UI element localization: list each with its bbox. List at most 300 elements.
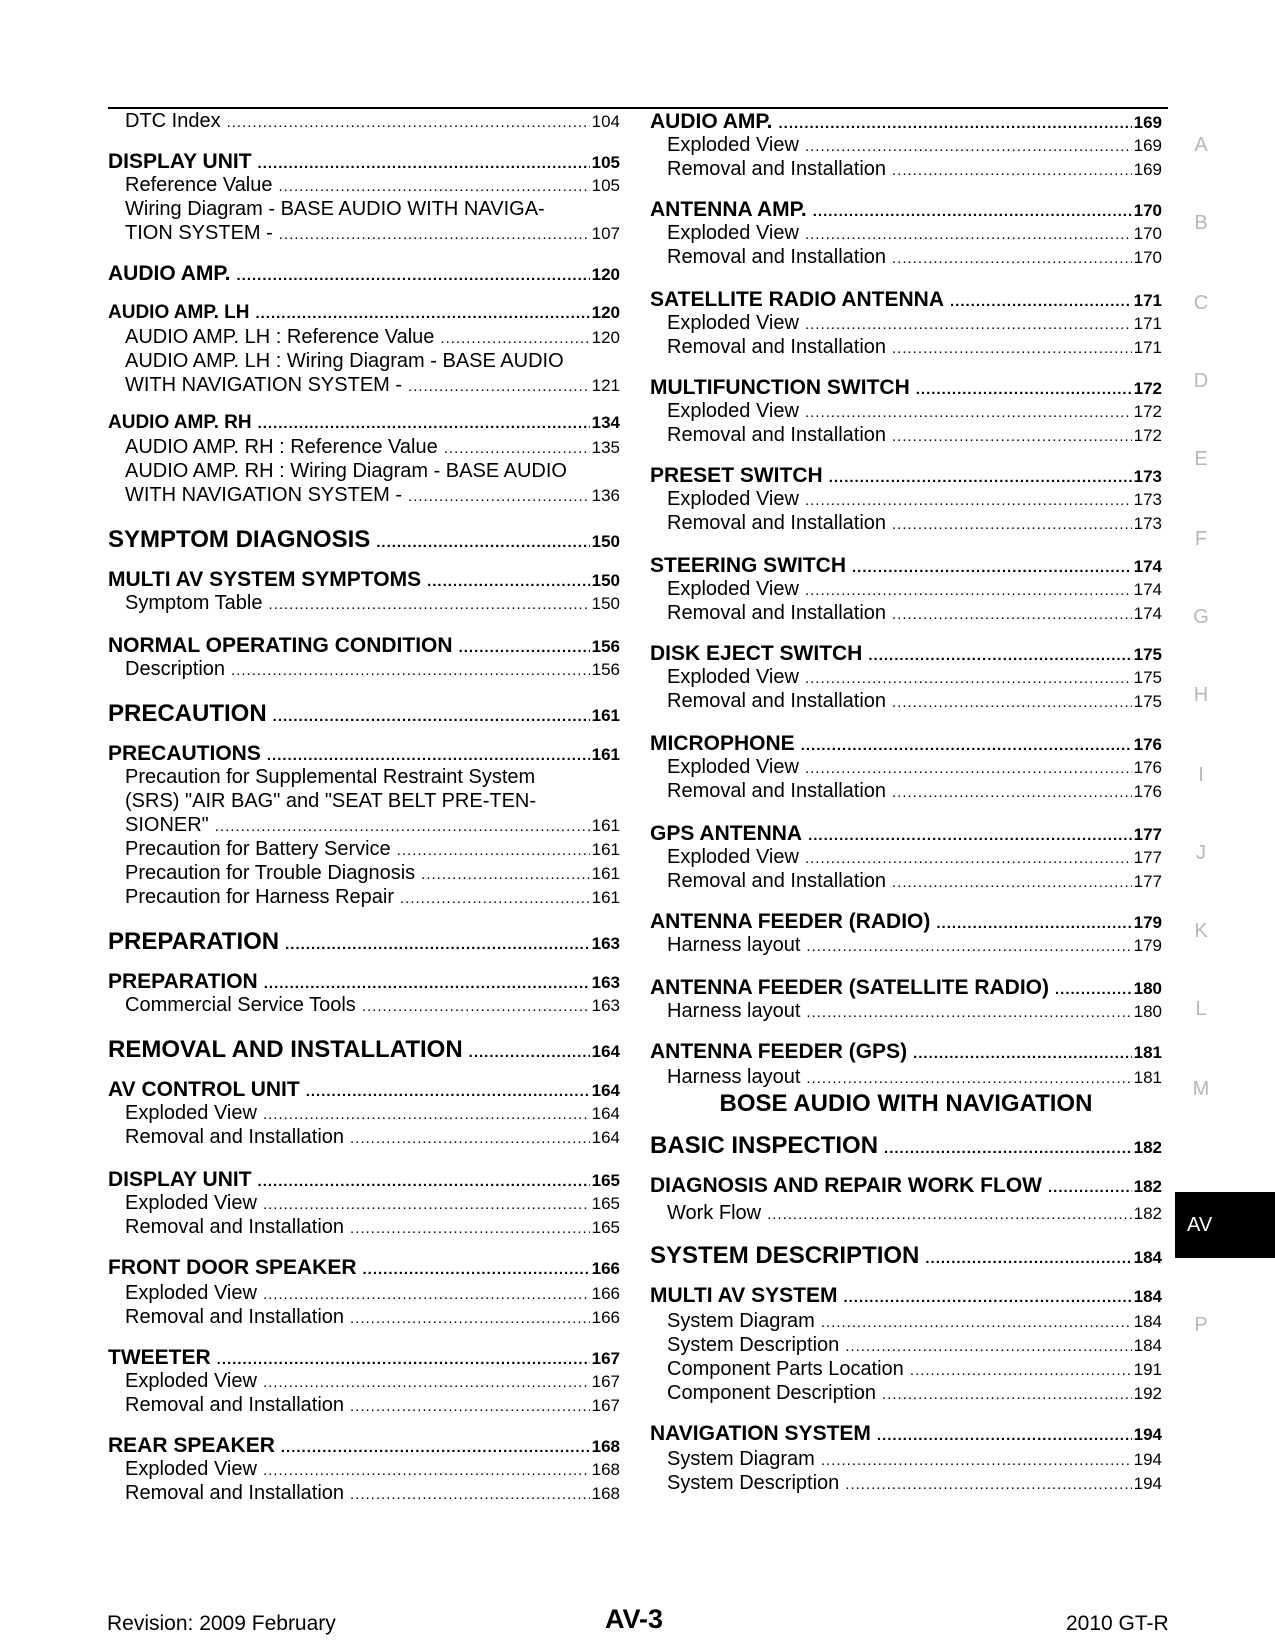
dot-leader [910, 1362, 1132, 1379]
toc-entry-page: 169 [1133, 160, 1162, 179]
toc-entry[interactable] [650, 1358, 1162, 1381]
dot-leader [400, 890, 590, 907]
toc-entry-title: Precaution for Trouble Diagnosis [125, 862, 416, 884]
dot-leader [805, 850, 1132, 867]
dot-leader [936, 915, 1131, 932]
dot-leader [805, 316, 1132, 333]
toc-entry[interactable] [650, 488, 1162, 511]
toc-entry[interactable] [650, 910, 1162, 934]
toc-entry-title: Harness layout [667, 1000, 801, 1022]
toc-entry-title: TION SYSTEM - [125, 222, 273, 244]
footer-revision: Revision: 2009 February [107, 1612, 336, 1635]
toc-entry[interactable] [108, 350, 620, 373]
toc-entry-page: 170 [1133, 248, 1162, 267]
toc-entry-page: 174 [1133, 557, 1162, 576]
toc-entry[interactable] [108, 412, 620, 434]
toc-entry-title: Removal and Installation [667, 246, 887, 268]
toc-entry-page: 184 [1133, 1248, 1162, 1267]
toc-entry-page: 156 [591, 660, 620, 679]
toc-entry-page: 161 [591, 864, 620, 883]
toc-entry-title: Removal and Installation [667, 602, 887, 624]
toc-entry-page: 172 [1133, 402, 1162, 421]
toc-entry-title: FRONT DOOR SPEAKER [108, 1256, 357, 1279]
toc-entry-page: 171 [1133, 314, 1162, 333]
toc-entry[interactable] [650, 780, 1162, 803]
toc-entry[interactable] [108, 658, 620, 681]
section-tab-e[interactable]: E [1194, 448, 1208, 470]
toc-entry-page: 168 [591, 1460, 620, 1479]
toc-entry-title: Precaution for Supplemental Restraint System [125, 766, 536, 788]
toc-entry-title: Removal and Installation [667, 690, 887, 712]
toc-entry[interactable] [650, 1174, 1162, 1198]
toc-entry[interactable] [650, 246, 1162, 269]
toc-entry[interactable] [108, 970, 620, 994]
dot-leader [813, 203, 1132, 220]
section-tab-m[interactable]: M [1192, 1078, 1210, 1100]
dot-leader [362, 998, 590, 1015]
dot-leader [279, 178, 590, 195]
toc-entry-title: Harness layout [667, 1066, 801, 1088]
dot-leader [258, 415, 590, 432]
toc-entry[interactable] [108, 484, 620, 507]
toc-entry[interactable] [650, 312, 1162, 335]
toc-entry-page: 172 [1133, 426, 1162, 445]
footer-page-id: AV-3 [605, 1604, 664, 1634]
section-tab-c[interactable]: C [1193, 292, 1209, 314]
toc-entry-title: Work Flow [667, 1202, 762, 1224]
toc-entry-title: Removal and Installation [125, 1394, 345, 1416]
toc-entry-page: 166 [591, 1259, 620, 1278]
toc-entry-page: 164 [591, 1104, 620, 1123]
toc-entry[interactable] [108, 222, 620, 245]
toc-entry-page: 182 [1133, 1138, 1162, 1157]
toc-entry-title: SATELLITE RADIO ANTENNA [650, 288, 944, 311]
toc-entry[interactable] [650, 554, 1162, 578]
dot-leader [805, 582, 1132, 599]
toc-entry-page: 174 [1133, 580, 1162, 599]
toc-entry-title: Removal and Installation [125, 1126, 345, 1148]
dot-leader [925, 1250, 1131, 1267]
dot-leader [892, 516, 1132, 533]
toc-entry-title: MICROPHONE [650, 732, 795, 755]
section-tab-d[interactable]: D [1193, 370, 1209, 392]
toc-entry-title: AUDIO AMP. [108, 262, 231, 285]
toc-entry-title: PRESET SWITCH [650, 464, 823, 487]
toc-entry-title: Component Parts Location [667, 1358, 904, 1380]
toc-entry[interactable] [108, 1216, 620, 1239]
dot-leader [806, 1004, 1131, 1021]
dot-leader [227, 114, 590, 131]
toc-entry[interactable] [108, 862, 620, 885]
toc-entry-title: PRECAUTIONS [108, 742, 261, 765]
dot-leader [805, 138, 1132, 155]
toc-entry[interactable] [108, 436, 620, 459]
section-tab-active[interactable]: AV [1175, 1192, 1275, 1258]
toc-entry[interactable] [108, 886, 620, 909]
toc-entry-title: Exploded View [125, 1282, 257, 1304]
toc-entry[interactable] [650, 400, 1162, 423]
toc-entry-page: 184 [1133, 1336, 1162, 1355]
toc-entry-page: 136 [591, 486, 620, 505]
toc-entry-title: SYSTEM DESCRIPTION [650, 1242, 920, 1269]
toc-entry[interactable] [650, 976, 1162, 1000]
dot-leader [237, 267, 590, 284]
dot-leader [916, 381, 1132, 398]
toc-entry-page: 161 [591, 840, 620, 859]
toc-entry[interactable] [108, 790, 620, 813]
section-tab-f[interactable]: F [1194, 528, 1208, 550]
toc-entry-title: Exploded View [667, 222, 799, 244]
toc-entry[interactable] [650, 1422, 1162, 1446]
toc-entry[interactable] [108, 110, 620, 133]
dot-leader [376, 534, 589, 551]
toc-entry[interactable] [650, 1040, 1162, 1064]
toc-entry[interactable] [650, 464, 1162, 488]
dot-leader [350, 1398, 590, 1415]
toc-entry[interactable] [650, 1000, 1162, 1023]
toc-entry[interactable] [650, 602, 1162, 625]
dot-leader [350, 1130, 590, 1147]
dot-leader [805, 492, 1132, 509]
toc-entry-title: System Diagram [667, 1310, 815, 1332]
toc-entry[interactable] [108, 1282, 620, 1305]
toc-entry-title: Precaution for Harness Repair [125, 886, 395, 908]
dot-leader [263, 1374, 590, 1391]
toc-entry[interactable] [650, 822, 1162, 846]
toc-entry-page: 161 [591, 888, 620, 907]
toc-entry-title: Description [125, 658, 226, 680]
toc-entry-title: Wiring Diagram - BASE AUDIO WITH NAVIGA- [125, 198, 545, 220]
toc-entry[interactable] [650, 1202, 1162, 1225]
toc-entry-page: 177 [1133, 872, 1162, 891]
dot-leader [459, 639, 590, 656]
dot-leader [806, 938, 1131, 955]
toc-entry-title: ANTENNA FEEDER (GPS) [650, 1040, 908, 1063]
toc-entry[interactable] [650, 1310, 1162, 1333]
toc-entry[interactable] [108, 1394, 620, 1417]
toc-entry-title: REAR SPEAKER [108, 1434, 275, 1457]
toc-entry[interactable] [650, 846, 1162, 869]
toc-entry[interactable] [108, 460, 620, 483]
toc-entry-title: Removal and Installation [667, 512, 887, 534]
toc-entry[interactable] [108, 262, 620, 286]
toc-entry[interactable] [108, 1192, 620, 1215]
toc-entry-title: ANTENNA AMP. [650, 198, 807, 221]
toc-entry[interactable] [108, 1482, 620, 1505]
toc-entry[interactable] [650, 134, 1162, 157]
toc-entry[interactable] [650, 198, 1162, 222]
dot-leader [821, 1314, 1132, 1331]
dot-leader [440, 330, 589, 347]
toc-entry-title: STEERING SWITCH [650, 554, 847, 577]
toc-entry-page: 164 [591, 1081, 620, 1100]
section-tab-i[interactable]: I [1198, 764, 1204, 786]
toc-entry[interactable] [108, 766, 620, 789]
toc-entry-page: 164 [591, 1042, 620, 1061]
toc-entry[interactable] [650, 732, 1162, 756]
toc-entry[interactable] [108, 1078, 620, 1102]
toc-entry[interactable] [650, 376, 1162, 400]
toc-entry[interactable] [108, 1126, 620, 1149]
toc-entry-title: BASIC INSPECTION [650, 1132, 879, 1159]
toc-entry-page: 173 [1133, 490, 1162, 509]
toc-entry-title: Removal and Installation [125, 1482, 345, 1504]
toc-entry-title: Exploded View [125, 1192, 257, 1214]
section-tab-a[interactable]: A [1194, 134, 1208, 156]
dot-leader [215, 818, 590, 835]
dot-leader [281, 1439, 590, 1456]
toc-entry-title: Symptom Table [125, 592, 263, 614]
dot-leader [892, 784, 1132, 801]
toc-entry-title: NORMAL OPERATING CONDITION [108, 634, 453, 657]
dot-leader [892, 874, 1132, 891]
toc-entry-page: 194 [1133, 1450, 1162, 1469]
toc-entry-title: Removal and Installation [125, 1306, 345, 1328]
toc-entry-title: System Description [667, 1472, 840, 1494]
toc-entry-page: 150 [591, 571, 620, 590]
toc-entry-title: Exploded View [667, 846, 799, 868]
toc-entry-page: 161 [591, 745, 620, 764]
toc-entry[interactable] [650, 578, 1162, 601]
toc-entry-page: 150 [591, 532, 620, 551]
toc-entry-page: 167 [591, 1396, 620, 1415]
dot-leader [408, 378, 590, 395]
toc-entry-page: 182 [1133, 1177, 1162, 1196]
section-tab-p[interactable]: P [1194, 1314, 1208, 1336]
toc-entry[interactable] [108, 814, 620, 837]
toc-entry-title: Reference Value [125, 174, 273, 196]
toc-entry-title: Removal and Installation [667, 424, 887, 446]
toc-entry-page: 171 [1133, 338, 1162, 357]
toc-entry-title: Exploded View [667, 578, 799, 600]
toc-entry-title: NAVIGATION SYSTEM [650, 1422, 871, 1445]
dot-leader [263, 1106, 590, 1123]
toc-entry[interactable] [650, 512, 1162, 535]
toc-entry-page: 192 [1133, 1384, 1162, 1403]
toc-entry-page: 120 [591, 328, 620, 347]
toc-entry-page: 168 [591, 1437, 620, 1456]
toc-entry-page: 156 [591, 637, 620, 656]
toc-entry-page: 194 [1133, 1425, 1162, 1444]
toc-entry[interactable] [650, 424, 1162, 447]
toc-entry[interactable] [650, 1066, 1162, 1089]
toc-entry-page: 165 [591, 1171, 620, 1190]
dot-leader [469, 1044, 590, 1061]
toc-entry-page: 166 [591, 1308, 620, 1327]
section-title [650, 1090, 1162, 1118]
toc-entry-title: Removal and Installation [667, 870, 887, 892]
toc-entry[interactable] [108, 1102, 620, 1125]
dot-leader [805, 760, 1132, 777]
toc-entry-title: Harness layout [667, 934, 801, 956]
toc-entry[interactable] [108, 1168, 620, 1192]
toc-entry[interactable] [650, 1448, 1162, 1471]
toc-entry[interactable] [650, 1132, 1162, 1160]
toc-entry-title: AUDIO AMP. RH : Wiring Diagram - BASE AUDIO [125, 460, 567, 482]
toc-entry[interactable] [108, 302, 620, 324]
dot-leader [444, 440, 590, 457]
toc-entry[interactable] [108, 326, 620, 349]
toc-entry-title: DIAGNOSIS AND REPAIR WORK FLOW [650, 1174, 1042, 1197]
toc-entry[interactable] [108, 1306, 620, 1329]
toc-entry[interactable] [650, 1472, 1162, 1495]
toc-entry[interactable] [650, 1382, 1162, 1405]
toc-entry-title: AUDIO AMP. RH : Reference Value [125, 436, 438, 458]
dot-leader [255, 305, 589, 322]
toc-entry[interactable] [650, 1242, 1162, 1270]
section-tab-h[interactable]: H [1193, 684, 1209, 706]
toc-entry-page: 105 [591, 176, 620, 195]
dot-leader [263, 1286, 590, 1303]
toc-entry-title: Exploded View [125, 1102, 257, 1124]
toc-entry-page: 181 [1133, 1068, 1162, 1087]
toc-entry[interactable] [108, 1434, 620, 1458]
toc-entry-page: 173 [1133, 467, 1162, 486]
toc-entry-page: 176 [1133, 735, 1162, 754]
toc-entry[interactable] [650, 934, 1162, 957]
toc-entry[interactable] [108, 1256, 620, 1280]
dot-leader [892, 340, 1132, 357]
dot-leader [408, 488, 590, 505]
dot-leader [263, 1462, 590, 1479]
dot-leader [231, 662, 590, 679]
toc-entry-page: 174 [1133, 604, 1162, 623]
toc-entry[interactable] [108, 928, 620, 956]
toc-entry[interactable] [108, 198, 620, 221]
toc-entry[interactable] [650, 690, 1162, 713]
toc-entry[interactable] [650, 1334, 1162, 1357]
toc-entry-title: Removal and Installation [667, 780, 887, 802]
dot-leader [306, 1083, 590, 1100]
toc-entry-page: 167 [591, 1349, 620, 1368]
toc-entry-title: Exploded View [125, 1458, 257, 1480]
toc-entry[interactable] [108, 634, 620, 658]
toc-entry-title: MULTI AV SYSTEM [650, 1284, 838, 1307]
toc-entry-title: Exploded View [667, 756, 799, 778]
toc-entry-page: 182 [1133, 1204, 1162, 1223]
dot-leader [421, 866, 589, 883]
toc-entry-title: Commercial Service Tools [125, 994, 356, 1016]
toc-entry[interactable] [650, 1284, 1162, 1308]
dot-leader [892, 606, 1132, 623]
toc-entry[interactable] [650, 756, 1162, 779]
dot-leader [805, 670, 1132, 687]
toc-entry-page: 135 [591, 438, 620, 457]
toc-entry-page: 121 [591, 376, 620, 395]
toc-entry-page: 175 [1133, 645, 1162, 664]
toc-entry[interactable] [108, 700, 620, 728]
toc-entry-title: GPS ANTENNA [650, 822, 803, 845]
toc-entry-page: 184 [1133, 1287, 1162, 1306]
toc-entry-page: 180 [1133, 979, 1162, 998]
toc-entry[interactable] [650, 110, 1162, 134]
toc-entry[interactable] [108, 1036, 620, 1064]
toc-entry[interactable] [108, 568, 620, 592]
toc-entry-page: 168 [591, 1484, 620, 1503]
toc-entry[interactable] [650, 288, 1162, 312]
toc-entry-title: ANTENNA FEEDER (RADIO) [650, 910, 931, 933]
dot-leader [1055, 981, 1132, 998]
footer-model: 2010 GT-R [1066, 1612, 1169, 1635]
section-tab-l[interactable]: L [1195, 998, 1207, 1020]
toc-entry[interactable] [108, 592, 620, 615]
dot-leader [350, 1310, 590, 1327]
toc-entry[interactable] [650, 336, 1162, 359]
toc-entry-title: DISK EJECT SWITCH [650, 642, 863, 665]
dot-leader [273, 708, 590, 725]
toc-entry[interactable] [108, 374, 620, 397]
dot-leader [829, 469, 1132, 486]
dot-leader [258, 155, 590, 172]
toc-entry-title: Removal and Installation [667, 336, 887, 358]
toc-entry-page: 104 [591, 112, 620, 131]
toc-entry-page: 170 [1133, 224, 1162, 243]
dot-leader [892, 162, 1132, 179]
dot-leader [805, 226, 1132, 243]
toc-entry[interactable] [108, 1458, 620, 1481]
toc-entry[interactable] [108, 994, 620, 1017]
toc-entry-page: 120 [591, 303, 620, 322]
toc-entry-title: DISPLAY UNIT [108, 150, 252, 173]
toc-entry[interactable] [650, 222, 1162, 245]
toc-entry-page: 105 [591, 153, 620, 172]
dot-leader [285, 936, 590, 953]
toc-entry[interactable] [108, 838, 620, 861]
toc-entry[interactable] [650, 870, 1162, 893]
toc-entry-title: SYMPTOM DIAGNOSIS [108, 526, 371, 553]
toc-entry-title: MULTIFUNCTION SWITCH [650, 376, 910, 399]
toc-entry-page: 164 [591, 1128, 620, 1147]
section-tab-j[interactable]: J [1196, 842, 1206, 864]
dot-leader [279, 226, 590, 243]
section-tab-k[interactable]: K [1194, 920, 1208, 942]
dot-leader [884, 1140, 1132, 1157]
toc-entry-title: AUDIO AMP. LH [108, 302, 250, 323]
dot-leader [821, 1452, 1132, 1469]
toc-entry[interactable] [108, 174, 620, 197]
dot-leader [264, 975, 590, 992]
toc-entry-page: 163 [591, 973, 620, 992]
toc-entry-page: 184 [1133, 1312, 1162, 1331]
toc-entry-title: Removal and Installation [125, 1216, 345, 1238]
toc-entry-title: AUDIO AMP. LH : Reference Value [125, 326, 435, 348]
dot-leader [427, 573, 590, 590]
dot-leader [892, 428, 1132, 445]
dot-leader [843, 1289, 1131, 1306]
dot-leader [350, 1220, 590, 1237]
toc-entry[interactable] [108, 1370, 620, 1393]
toc-entry-page: 180 [1133, 1002, 1162, 1021]
toc-entry[interactable] [108, 150, 620, 174]
toc-entry-title: PREPARATION [108, 970, 258, 993]
toc-entry[interactable] [108, 526, 620, 554]
toc-entry[interactable] [650, 666, 1162, 689]
toc-entry-page: 169 [1133, 136, 1162, 155]
toc-entry-page: 191 [1133, 1360, 1162, 1379]
toc-entry-page: 177 [1133, 848, 1162, 867]
toc-entry[interactable] [650, 642, 1162, 666]
toc-entry[interactable] [650, 158, 1162, 181]
section-tab-b[interactable]: B [1194, 212, 1208, 234]
dot-leader [350, 1486, 590, 1503]
toc-entry-page: 181 [1133, 1043, 1162, 1062]
section-tab-g[interactable]: G [1193, 606, 1209, 628]
toc-entry[interactable] [108, 1346, 620, 1370]
dot-leader [806, 1070, 1131, 1087]
toc-entry[interactable] [108, 742, 620, 766]
dot-leader [808, 827, 1132, 844]
toc-entry-title: PREPARATION [108, 928, 280, 955]
